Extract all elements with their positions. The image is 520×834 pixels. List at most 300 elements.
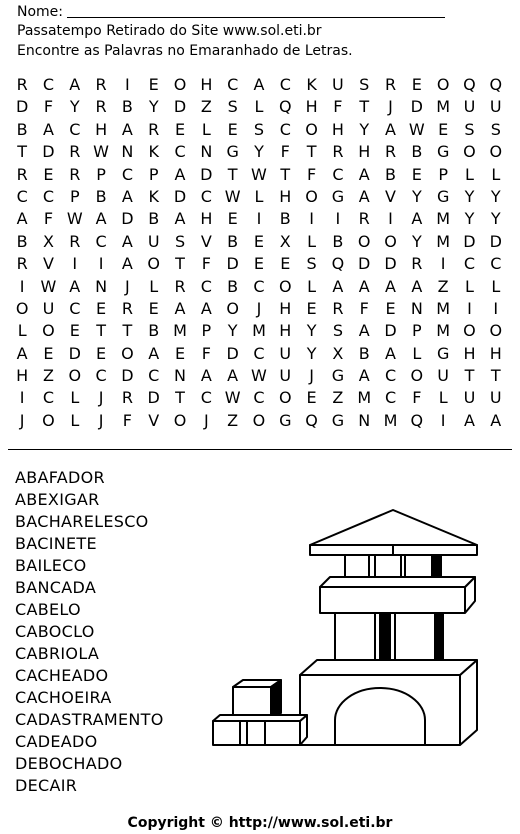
grid-letter: A [174,164,186,184]
grid-letter: A [16,343,28,363]
grid-letter: O [42,410,55,430]
grid-letter: C [384,388,397,408]
grid-letter: M [436,298,451,318]
copyright-notice: Copyright © http://www.sol.eti.br [127,815,393,831]
grid-letter: O [121,343,134,363]
grid-letter: L [412,343,422,363]
grid-row [9,410,509,432]
grid-letter: A [121,254,133,274]
grid-letter: B [411,142,423,162]
grid-letter: S [227,97,238,117]
word-list-item: BACHARELESCO [15,512,149,531]
grid-letter: A [200,366,212,386]
grid-letter: F [201,254,211,274]
grid-letter: R [332,142,344,162]
grid-letter: O [463,321,476,341]
word-list-item: CABRIOLA [15,644,100,663]
grid-letter: V [148,410,160,430]
grid-letter: F [412,388,422,408]
grid-letter: U [42,298,55,318]
grid-letter: A [358,186,370,206]
grid-letter: E [227,119,238,139]
grid-letter: R [358,209,370,229]
grid-letter: U [332,75,344,94]
grid-letter: Y [306,321,317,341]
grid-letter: L [307,231,317,251]
grid-letter: I [440,410,446,430]
grid-letter: N [95,276,108,296]
grid-letter: Y [148,97,159,117]
roof-block [310,510,477,545]
grid-letter: C [253,343,265,363]
grid-letter: B [148,209,160,229]
grid-letter: W [224,388,241,408]
grid-letter: A [385,343,396,363]
grid-letter: B [95,186,107,206]
grid-letter: G [436,343,450,363]
grid-row [9,141,509,163]
grid-letter: C [174,142,186,162]
grid-letter: M [383,410,398,430]
grid-letter: P [438,164,448,184]
grid-letter: J [98,410,104,430]
grid-letter: R [16,75,28,94]
grid-letter: D [410,97,423,117]
grid-letter: E [148,298,159,318]
grid-letter: R [95,97,107,117]
grid-letter: B [332,231,344,251]
grid-row [9,253,509,275]
grid-letter: A [69,276,81,296]
grid-letter: J [125,276,130,296]
grid-letter: E [148,75,159,94]
grid-letter: C [121,164,133,184]
grid-letter: K [148,142,159,162]
word-list-item: CACHEADO [15,666,109,685]
grid-letter: Y [254,142,264,162]
grid-letter: U [147,231,160,251]
grid-letter: U [279,366,292,386]
grid-letter: B [121,97,133,117]
grid-letter: K [306,75,317,94]
grid-row [9,96,509,118]
grid-letter: O [15,298,29,318]
word-list-item: CADEADO [15,732,98,751]
grid-letter: I [19,388,25,408]
grid-letter: A [411,276,423,296]
grid-letter: C [253,388,265,408]
divider [8,449,512,450]
grid-letter: F [43,209,54,229]
grid-letter: C [200,388,212,408]
grid-letter: R [16,164,28,184]
grid-letter: Y [490,209,501,229]
grid-letter: V [200,231,212,251]
grid-row [9,164,509,186]
grid-letter: H [279,321,292,341]
grid-letter: S [253,119,265,139]
grid-letter: I [19,276,25,296]
grid-letter: U [463,97,476,117]
grid-letter: A [148,343,160,363]
grid-letter: L [465,276,474,296]
grid-letter: E [306,388,317,408]
grid-letter: Y [227,321,238,341]
grid-letter: D [15,97,29,117]
grid-letter: P [412,321,422,341]
grid-letter: O [147,254,161,274]
grid-letter: O [357,231,371,251]
grid-letter: R [95,75,107,94]
grid-letter: H [16,366,29,386]
grid-letter: M [436,97,451,117]
grid-letter: T [122,321,133,341]
grid-letter: R [384,142,397,162]
grid-letter: E [174,119,186,139]
grid-letter: T [227,164,238,184]
grid-letter: C [42,388,55,408]
grid-letter: T [96,321,106,341]
grid-letter: L [70,388,80,408]
grid-letter: G [331,410,345,430]
grid-letter: O [226,298,239,318]
grid-letter: I [125,75,130,94]
grid-letter: L [201,119,211,139]
grid-letter: O [436,75,450,94]
grid-row [9,365,509,387]
toy-blocks-illustration [205,505,485,755]
grid-letter: P [69,186,80,206]
grid-letter: C [200,276,212,296]
grid-letter: Q [489,75,503,94]
grid-letter: O [42,321,55,341]
grid-letter: W [408,119,425,139]
grid-letter: D [384,321,397,341]
grid-letter: I [256,209,262,229]
grid-letter: L [491,164,501,184]
word-list-item: BACINETE [15,534,97,553]
grid-letter: F [359,298,369,318]
grid-letter: C [332,164,344,184]
grid-letter: H [279,186,292,206]
grid-letter: D [358,254,371,274]
grid-letter: A [463,410,475,430]
grid-letter: W [251,164,267,184]
grid-letter: G [436,142,450,162]
grid-letter: C [463,254,476,274]
grid-letter: H [279,298,292,318]
grid-letter: Y [306,343,317,363]
grid-letter: F [333,97,343,117]
grid-letter: I [309,209,314,229]
grid-letter: U [489,97,502,117]
grid-letter: A [227,366,239,386]
grid-letter: C [227,75,239,94]
grid-row [9,186,509,208]
grid-letter: D [121,366,134,386]
grid-letter: G [226,142,239,162]
grid-letter: D [173,186,187,206]
grid-letter: K [148,186,159,206]
grid-letter: F [280,142,290,162]
grid-letter: E [411,75,422,94]
grid-letter: L [254,97,264,117]
grid-letter: O [278,388,292,408]
grid-letter: B [227,231,239,251]
grid-letter: L [70,410,80,430]
grid-letter: L [307,276,317,296]
grid-letter: A [358,321,370,341]
grid-letter: E [253,254,265,274]
grid-letter: D [68,343,81,363]
subtitle: Passatempo Retirado do Site www.sol.eti.br [17,23,322,39]
letter-grid [9,74,509,432]
grid-letter: C [253,276,265,296]
grid-letter: Y [69,97,80,117]
grid-letter: J [203,410,209,430]
grid-letter: H [358,142,371,162]
grid-letter: A [200,298,212,318]
grid-letter: R [411,254,423,274]
name-underline [67,17,445,18]
grid-letter: A [42,119,54,139]
grid-letter: E [438,119,449,139]
grid-letter: D [200,164,213,184]
grid-letter: O [489,321,503,341]
grid-letter: V [42,254,54,274]
word-list-item: ABAFADOR [15,468,105,487]
grid-letter: D [226,343,239,363]
instructions: Encontre as Palavras no Emaranhado de Letras. [17,43,353,59]
grid-letter: Y [411,231,422,251]
grid-letter: O [489,142,503,162]
grid-letter: Q [305,410,318,430]
grid-row [9,74,509,96]
grid-letter: M [436,209,451,229]
grid-letter: R [69,231,81,251]
grid-letter: E [280,254,291,274]
grid-letter: A [385,276,396,296]
grid-letter: L [438,388,448,408]
grid-letter: F [306,164,317,184]
grid-row [9,231,509,253]
grid-letter: T [464,366,475,386]
grid-letter: C [42,75,55,94]
grid-letter: C [95,366,107,386]
grid-letter: T [306,142,317,162]
grid-letter: J [256,298,262,318]
grid-letter: E [69,321,80,341]
grid-letter: Y [464,209,475,229]
grid-letter: N [358,410,371,430]
grid-letter: O [384,231,397,251]
grid-letter: A [411,209,423,229]
grid-letter: T [490,366,501,386]
grid-letter: X [332,343,344,363]
grid-letter: W [224,186,241,206]
grid-letter: H [463,343,476,363]
grid-letter: Y [464,186,475,206]
grid-letter: Q [463,75,476,94]
grid-letter: M [436,321,451,341]
grid-letter: L [17,321,27,341]
grid-letter: D [42,142,55,162]
grid-letter: C [384,366,397,386]
grid-letter: S [174,231,186,251]
grid-row [9,343,509,365]
grid-letter: R [121,298,133,318]
grid-letter: S [306,254,317,274]
grid-letter: B [358,343,370,363]
grid-letter: O [173,410,187,430]
grid-letter: C [279,119,291,139]
grid-letter: A [174,209,186,229]
grid-row [9,208,509,230]
grid-letter: A [332,276,344,296]
grid-letter: B [279,209,291,229]
grid-letter: L [465,164,474,184]
grid-letter: I [388,209,393,229]
grid-letter: B [16,119,28,139]
grid-letter: D [384,254,397,274]
grid-letter: W [40,276,57,296]
grid-letter: O [463,142,476,162]
grid-letter: P [201,321,212,341]
grid-letter: R [332,298,344,318]
grid-letter: E [43,164,54,184]
grid-letter: E [411,164,422,184]
grid-letter: S [359,75,370,94]
grid-letter: R [121,388,133,408]
grid-letter: X [42,231,54,251]
grid-letter: Y [359,119,370,139]
grid-letter: Z [200,97,212,117]
grid-letter: B [16,231,28,251]
grid-letter: M [173,321,187,341]
grid-letter: Q [278,97,292,117]
grid-letter: G [279,410,292,430]
grid-row [9,320,509,342]
grid-letter: S [490,119,501,139]
grid-letter: D [489,231,502,251]
grid-letter: A [490,410,502,430]
grid-letter: U [437,366,450,386]
grid-letter: M [252,321,266,341]
grid-letter: Q [410,410,424,430]
grid-letter: R [16,254,28,274]
grid-letter: G [331,186,345,206]
grid-letter: B [385,164,397,184]
grid-letter: B [227,276,239,296]
grid-letter: W [66,209,83,229]
word-list-item: BANCADA [15,578,97,597]
grid-letter: D [463,231,476,251]
grid-letter: U [463,388,476,408]
grid-letter: C [69,298,81,318]
grid-letter: A [16,209,28,229]
grid-letter: I [98,254,104,274]
grid-letter: T [359,97,370,117]
grid-letter: C [279,75,291,94]
word-list-item: BAILECO [15,556,87,575]
grid-letter: O [173,75,187,94]
grid-letter: I [72,254,78,274]
grid-letter: F [201,343,211,363]
grid-letter: N [121,142,134,162]
grid-letter: O [278,276,292,296]
grid-letter: H [331,119,344,139]
grid-letter: D [121,209,134,229]
grid-letter: Z [437,276,449,296]
grid-letter: G [331,366,345,386]
grid-letter: I [467,298,472,318]
grid-letter: C [490,254,502,274]
grid-letter: S [464,119,475,139]
word-list-item: ABEXIGAR [15,490,100,509]
grid-letter: J [309,366,314,386]
grid-letter: H [95,119,108,139]
grid-letter: T [17,142,28,162]
grid-letter: C [148,366,160,386]
grid-letter: A [358,276,370,296]
grid-letter: E [306,298,317,318]
grid-letter: H [305,97,318,117]
grid-letter: R [69,142,81,162]
grid-letter: Z [227,410,239,430]
grid-letter: A [358,366,370,386]
grid-letter: N [174,366,187,386]
grid-letter: O [305,186,318,206]
grid-letter: E [227,209,238,229]
grid-letter: A [385,119,396,139]
grid-letter: O [68,366,82,386]
grid-letter: R [384,75,397,94]
grid-letter: T [175,388,185,408]
grid-letter: Y [490,186,501,206]
grid-letter: R [69,164,81,184]
grid-letter: A [253,75,265,94]
grid-letter: D [226,254,239,274]
grid-letter: H [200,209,213,229]
grid-letter: C [69,119,81,139]
grid-letter: A [121,186,133,206]
grid-letter: C [95,231,107,251]
grid-row [9,276,509,298]
grid-letter: F [43,97,54,117]
grid-letter: S [332,321,343,341]
grid-letter: D [173,97,187,117]
grid-letter: M [436,231,451,251]
grid-letter: O [410,366,424,386]
grid-letter: R [174,276,186,296]
grid-letter: T [175,254,185,274]
grid-letter: L [254,186,264,206]
grid-letter: D [147,388,160,408]
grid-letter: H [200,75,213,94]
grid-letter: A [121,119,133,139]
grid-letter: Z [332,388,344,408]
grid-letter: U [279,343,292,363]
grid-letter: I [493,298,499,318]
grid-letter: T [280,164,291,184]
grid-letter: O [252,410,266,430]
word-list [15,467,164,797]
grid-letter: R [148,119,160,139]
grid-row [9,119,509,141]
grid-letter: A [174,298,186,318]
grid-letter: X [279,231,291,251]
grid-letter: J [388,97,393,117]
